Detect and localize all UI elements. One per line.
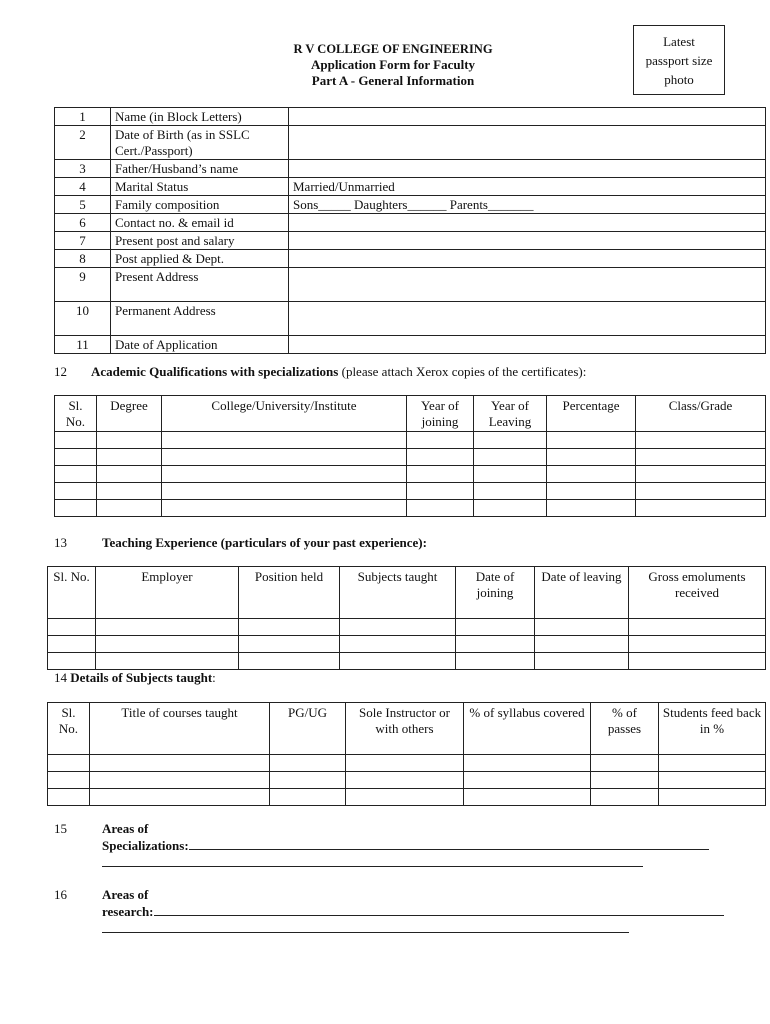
subjects-number: 14: [54, 670, 67, 685]
table-cell[interactable]: [547, 432, 636, 449]
row-number: 9: [55, 268, 111, 302]
column-header: Degree: [97, 396, 162, 432]
table-cell[interactable]: [636, 483, 766, 500]
general-info-row: [55, 108, 766, 126]
general-info-row: [55, 214, 766, 232]
row-value-field[interactable]: Sons_____ Daughters______ Parents_______: [289, 196, 766, 214]
table-cell[interactable]: [55, 483, 97, 500]
table-cell[interactable]: [162, 449, 407, 466]
table-cell[interactable]: [162, 500, 407, 517]
table-cell[interactable]: [629, 619, 766, 636]
research-line-2[interactable]: [102, 918, 629, 933]
row-number: 4: [55, 178, 111, 196]
column-header: Date of joining: [456, 567, 535, 619]
general-info-table: [54, 107, 766, 354]
table-cell[interactable]: [636, 432, 766, 449]
column-header: Sl. No.: [48, 703, 90, 755]
row-number: 10: [55, 302, 111, 336]
specializations-label-1: Areas of: [102, 821, 149, 836]
table-cell[interactable]: [535, 653, 629, 670]
teaching-table: [47, 566, 766, 670]
table-cell[interactable]: [346, 755, 464, 772]
column-header: Year of joining: [407, 396, 474, 432]
column-header: Sl. No.: [55, 396, 97, 432]
photo-box: [633, 25, 725, 95]
row-label: Permanent Address: [111, 302, 289, 336]
table-cell[interactable]: [346, 772, 464, 789]
column-header: Employer: [96, 567, 239, 619]
column-header: Position held: [239, 567, 340, 619]
general-info-row: [55, 302, 766, 336]
row-label: Date of Birth (as in SSLC Cert./Passport): [111, 126, 289, 160]
specializations-number: 15: [54, 821, 67, 836]
specializations-line-2[interactable]: [102, 852, 643, 867]
table-cell[interactable]: [340, 653, 456, 670]
row-value-field[interactable]: [289, 336, 766, 354]
table-cell[interactable]: [48, 755, 90, 772]
row-value-field[interactable]: [289, 214, 766, 232]
column-header: Percentage: [547, 396, 636, 432]
column-header: Gross emoluments received: [629, 567, 766, 619]
row-number: 11: [55, 336, 111, 354]
row-value-field[interactable]: [289, 268, 766, 302]
table-cell[interactable]: [659, 755, 766, 772]
subjects-title: Details of Subjects taught: [70, 670, 213, 685]
table-cell[interactable]: [96, 619, 239, 636]
row-label: Date of Application: [111, 336, 289, 354]
general-info-row: [55, 178, 766, 196]
table-cell[interactable]: [55, 432, 97, 449]
table-cell[interactable]: [90, 772, 270, 789]
subjects-colon: :: [212, 670, 216, 685]
research-label-2: research:: [102, 904, 154, 919]
table-cell[interactable]: [48, 772, 90, 789]
table-cell[interactable]: [629, 636, 766, 653]
table-cell[interactable]: [55, 500, 97, 517]
table-cell[interactable]: [96, 653, 239, 670]
table-cell[interactable]: [97, 483, 162, 500]
column-header: Date of leaving: [535, 567, 629, 619]
table-cell[interactable]: [239, 636, 340, 653]
table-cell[interactable]: [407, 483, 474, 500]
table-row: [48, 772, 766, 789]
table-row: [55, 449, 766, 466]
table-cell[interactable]: [97, 432, 162, 449]
table-cell[interactable]: [55, 466, 97, 483]
table-cell[interactable]: [96, 636, 239, 653]
academic-title: Academic Qualifications with specializations: [91, 364, 339, 379]
table-cell[interactable]: [270, 789, 346, 806]
general-info-row: [55, 160, 766, 178]
table-cell[interactable]: [270, 772, 346, 789]
column-header: Students feed back in %: [659, 703, 766, 755]
column-header: Title of courses taught: [90, 703, 270, 755]
row-label: Name (in Block Letters): [111, 108, 289, 126]
academic-table: [54, 395, 766, 517]
table-cell[interactable]: [340, 636, 456, 653]
table-cell[interactable]: [464, 772, 591, 789]
table-row: [48, 789, 766, 806]
table-cell[interactable]: [636, 449, 766, 466]
table-cell[interactable]: [474, 432, 547, 449]
column-header: PG/UG: [270, 703, 346, 755]
table-cell[interactable]: [90, 755, 270, 772]
column-header: Sole Instructor or with others: [346, 703, 464, 755]
row-value-field[interactable]: [289, 302, 766, 336]
row-label: Present Address: [111, 268, 289, 302]
table-cell[interactable]: [464, 789, 591, 806]
general-info-row: [55, 232, 766, 250]
form-header: [200, 41, 586, 89]
teaching-title: Teaching Experience (particulars of your past experience):: [102, 535, 427, 550]
row-number: 7: [55, 232, 111, 250]
general-info-row: [55, 196, 766, 214]
column-header: College/University/Institute: [162, 396, 407, 432]
row-number: 2: [55, 126, 111, 160]
table-row: [55, 483, 766, 500]
table-cell[interactable]: [48, 636, 96, 653]
row-number: 5: [55, 196, 111, 214]
table-cell[interactable]: [97, 500, 162, 517]
table-row: [55, 432, 766, 449]
table-cell[interactable]: [474, 449, 547, 466]
table-cell[interactable]: [456, 636, 535, 653]
table-cell[interactable]: [162, 432, 407, 449]
form-part: Part A - General Information: [311, 73, 475, 88]
research-label-1: Areas of: [102, 887, 149, 902]
table-cell[interactable]: [591, 772, 659, 789]
column-header: Class/Grade: [636, 396, 766, 432]
table-cell[interactable]: [535, 619, 629, 636]
table-cell[interactable]: [547, 449, 636, 466]
table-cell[interactable]: [48, 789, 90, 806]
table-cell[interactable]: [591, 755, 659, 772]
column-header: Year of Leaving: [474, 396, 547, 432]
row-number: 3: [55, 160, 111, 178]
row-value-field[interactable]: [289, 108, 766, 126]
column-header: Subjects taught: [340, 567, 456, 619]
table-cell[interactable]: [407, 500, 474, 517]
row-value-field[interactable]: Married/Unmarried: [289, 178, 766, 196]
table-cell[interactable]: [547, 466, 636, 483]
table-cell[interactable]: [340, 619, 456, 636]
table-cell[interactable]: [629, 653, 766, 670]
subjects-table: [47, 702, 766, 806]
table-cell[interactable]: [97, 466, 162, 483]
academic-note: (please attach Xerox copies of the certificates):: [341, 364, 587, 379]
row-value-field[interactable]: [289, 250, 766, 268]
table-cell[interactable]: [97, 449, 162, 466]
row-label: Present post and salary: [111, 232, 289, 250]
academic-heading: [54, 364, 67, 380]
column-header: % of passes: [591, 703, 659, 755]
row-label: Family composition: [111, 196, 289, 214]
general-info-row: [55, 250, 766, 268]
row-number: 8: [55, 250, 111, 268]
table-row: [48, 636, 766, 653]
table-cell[interactable]: [55, 449, 97, 466]
table-cell[interactable]: [535, 636, 629, 653]
table-cell[interactable]: [474, 483, 547, 500]
row-label: Contact no. & email id: [111, 214, 289, 232]
table-cell[interactable]: [456, 653, 535, 670]
column-header: % of syllabus covered: [464, 703, 591, 755]
table-cell[interactable]: [591, 789, 659, 806]
table-cell[interactable]: [636, 466, 766, 483]
teaching-number: 13: [54, 535, 67, 550]
table-cell[interactable]: [456, 619, 535, 636]
column-header: Sl. No.: [48, 567, 96, 619]
table-cell[interactable]: [346, 789, 464, 806]
table-cell[interactable]: [474, 500, 547, 517]
row-number: 6: [55, 214, 111, 232]
table-cell[interactable]: [162, 466, 407, 483]
table-cell[interactable]: [90, 789, 270, 806]
table-row: [48, 755, 766, 772]
research-line-1[interactable]: [154, 915, 724, 916]
table-cell[interactable]: [659, 789, 766, 806]
research-number: 16: [54, 887, 67, 902]
row-value-field[interactable]: [289, 160, 766, 178]
row-number: 1: [55, 108, 111, 126]
row-value-field[interactable]: [289, 126, 766, 160]
table-cell[interactable]: [239, 619, 340, 636]
table-cell[interactable]: [659, 772, 766, 789]
table-cell[interactable]: [407, 449, 474, 466]
subjects-heading: [54, 670, 216, 686]
form-title: Application Form for Faculty: [310, 57, 476, 72]
college-name: R V COLLEGE OF ENGINEERING: [293, 42, 493, 56]
table-cell[interactable]: [474, 466, 547, 483]
table-cell[interactable]: [407, 432, 474, 449]
table-cell[interactable]: [464, 755, 591, 772]
table-row: [48, 619, 766, 636]
row-label: Father/Husband’s name: [111, 160, 289, 178]
specializations-label-2: Specializations:: [102, 838, 189, 853]
table-cell[interactable]: [239, 653, 340, 670]
general-info-row: [55, 126, 766, 160]
row-label: Marital Status: [111, 178, 289, 196]
table-row: [55, 466, 766, 483]
table-cell[interactable]: [48, 619, 96, 636]
photo-box-label: Latest passport size photo: [645, 33, 713, 87]
table-cell[interactable]: [407, 466, 474, 483]
specializations-line-1[interactable]: [189, 849, 709, 850]
row-label: Post applied & Dept.: [111, 250, 289, 268]
table-cell[interactable]: [162, 483, 407, 500]
table-cell[interactable]: [270, 755, 346, 772]
table-cell[interactable]: [547, 500, 636, 517]
table-row: [48, 653, 766, 670]
row-value-field[interactable]: [289, 232, 766, 250]
general-info-row: [55, 268, 766, 302]
table-cell[interactable]: [636, 500, 766, 517]
academic-number: 12: [54, 364, 67, 379]
table-cell[interactable]: [48, 653, 96, 670]
general-info-row: [55, 336, 766, 354]
table-cell[interactable]: [547, 483, 636, 500]
table-row: [55, 500, 766, 517]
academic-heading-text: [91, 364, 586, 380]
